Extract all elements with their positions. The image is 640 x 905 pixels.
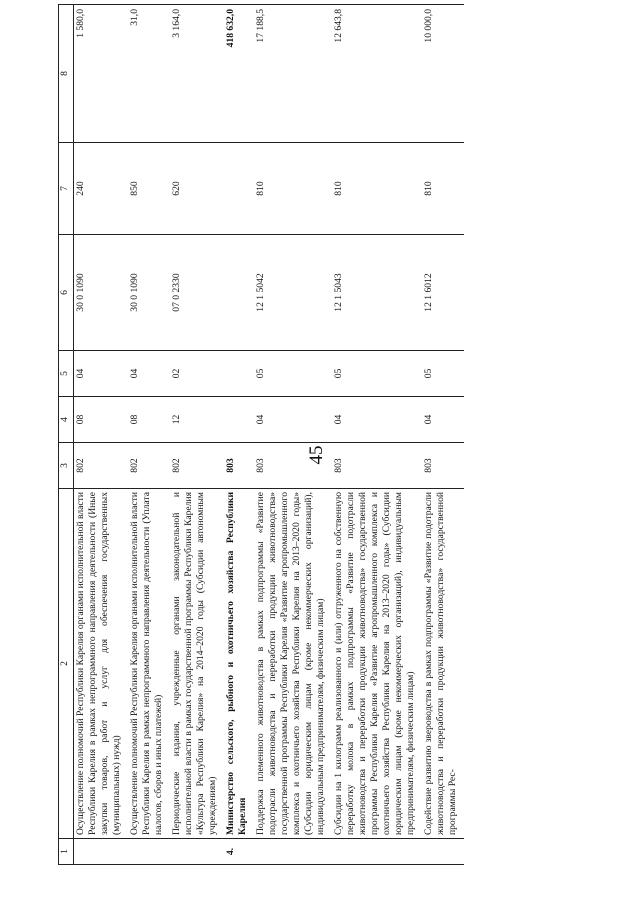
ministry-code: 803 xyxy=(332,443,422,489)
target-article-code: 12 1 5042 xyxy=(254,235,332,351)
target-article-code xyxy=(224,235,254,351)
section-code: 08 xyxy=(74,397,128,443)
amount: 31,0 xyxy=(128,5,170,143)
table-row xyxy=(254,5,332,865)
subsection-code: 05 xyxy=(254,351,332,397)
ministry-code: 802 xyxy=(128,443,170,489)
subsection-code: 05 xyxy=(332,351,422,397)
subsection-code: 04 xyxy=(74,351,128,397)
header-col-8: 8 xyxy=(59,5,74,143)
row-number xyxy=(254,839,332,865)
section-code: 08 xyxy=(128,397,170,443)
section-code: 04 xyxy=(254,397,332,443)
table-row xyxy=(422,5,464,865)
header-col-5: 5 xyxy=(59,351,74,397)
header-col-4: 4 xyxy=(59,397,74,443)
expense-type-code: 810 xyxy=(422,143,464,235)
ministry-code: 803 xyxy=(254,443,332,489)
expense-type-code: 810 xyxy=(254,143,332,235)
table-row xyxy=(74,5,128,865)
amount: 418 632,0 xyxy=(224,5,254,143)
header-col-2: 2 xyxy=(59,489,74,839)
amount: 1 580,0 xyxy=(74,5,128,143)
ministry-code: 803 xyxy=(224,443,254,489)
target-article-code: 12 1 6012 xyxy=(422,235,464,351)
subsection-code: 05 xyxy=(422,351,464,397)
table-header-row xyxy=(59,5,74,865)
header-col-6: 6 xyxy=(59,235,74,351)
row-description: Осуществление полномочий Республики Карелия органами исполнительной власти Республики Карелия в рамках непрограммного направления деятельности (Уплата налогов, сборов и иных платежей) xyxy=(128,489,170,839)
header-col-3: 3 xyxy=(59,443,74,489)
section-code xyxy=(224,397,254,443)
section-code: 12 xyxy=(170,397,224,443)
table-row xyxy=(128,5,170,865)
target-article-code: 12 1 5043 xyxy=(332,235,422,351)
budget-table-container xyxy=(58,5,640,865)
row-description: Поддержка племенного животноводства в рамках подпрограммы «Развитие подотрасли животноводства и переработки продукции животноводства» государственной программы Республики Карелия «Развитие агропромышленного комплекса и охотничьего хозяйства Республики Карелия на 2013–2020 годы» (Субсидии юридическим лицам (кроме некоммерческих организаций), индивидуальным предпринимателям, физическим лицам) xyxy=(254,489,332,839)
amount: 3 164,0 xyxy=(170,5,224,143)
header-col-1: 1 xyxy=(59,839,74,865)
row-number xyxy=(332,839,422,865)
target-article-code: 30 0 1090 xyxy=(74,235,128,351)
amount: 10 000,0 xyxy=(422,5,464,143)
table-row xyxy=(170,5,224,865)
row-description: Субсидии на 1 килограмм реализованного и (или) отгруженного на собственную переработку молока в рамках подпрограммы «Развитие подотрасли животноводства и переработки продукции животноводства» государственной программы Республики Карелия «Развитие агропромышленного комплекса и охотничьего хозяйства Республики Карелия на 2013–2020 годы» (Субсидии юридическим лицам (кроме некоммерческих организаций), индивидуальным предпринимателям, физическим лицам) xyxy=(332,489,422,839)
row-number xyxy=(422,839,464,865)
expense-type-code: 850 xyxy=(128,143,170,235)
row-description: Содействие развитию звероводства в рамках подпрограммы «Развитие подотрасли животноводства и переработки продукции животноводства» государственной программы Рес- xyxy=(422,489,464,839)
header-col-7: 7 xyxy=(59,143,74,235)
expense-type-code xyxy=(224,143,254,235)
table-row xyxy=(332,5,422,865)
row-description: Осуществление полномочий Республики Карелия органами исполнительной власти Республики Карелия в рамках непрограммного направления деятельности (Иные закупки товаров, работ и услуг для обеспечения государственных (муниципальных) нужд) xyxy=(74,489,128,839)
row-description: Периодические издания, учрежденные органами законодательной и исполнительной власти в рамках государственной программы Республики Карелия «Культура Республики Карелия» на 2014–2020 годы (Субсидии автономным учреждениям) xyxy=(170,489,224,839)
row-description: Министерство сельского, рыбного и охотничьего хозяйства Республики Карелия xyxy=(224,489,254,839)
section-code: 04 xyxy=(332,397,422,443)
expense-type-code: 240 xyxy=(74,143,128,235)
expense-type-code: 810 xyxy=(332,143,422,235)
page-number: 45 xyxy=(306,445,327,465)
section-code: 04 xyxy=(422,397,464,443)
row-number xyxy=(128,839,170,865)
row-number: 4. xyxy=(224,839,254,865)
subsection-code xyxy=(224,351,254,397)
subsection-code: 04 xyxy=(128,351,170,397)
ministry-code: 802 xyxy=(74,443,128,489)
expense-type-code: 620 xyxy=(170,143,224,235)
budget-table xyxy=(58,4,464,865)
target-article-code: 07 0 2330 xyxy=(170,235,224,351)
subsection-code: 02 xyxy=(170,351,224,397)
amount: 12 643,8 xyxy=(332,5,422,143)
target-article-code: 30 0 1090 xyxy=(128,235,170,351)
table-row xyxy=(224,5,254,865)
row-number xyxy=(74,839,128,865)
ministry-code: 803 xyxy=(422,443,464,489)
row-number xyxy=(170,839,224,865)
amount: 17 188,5 xyxy=(254,5,332,143)
ministry-code: 802 xyxy=(170,443,224,489)
